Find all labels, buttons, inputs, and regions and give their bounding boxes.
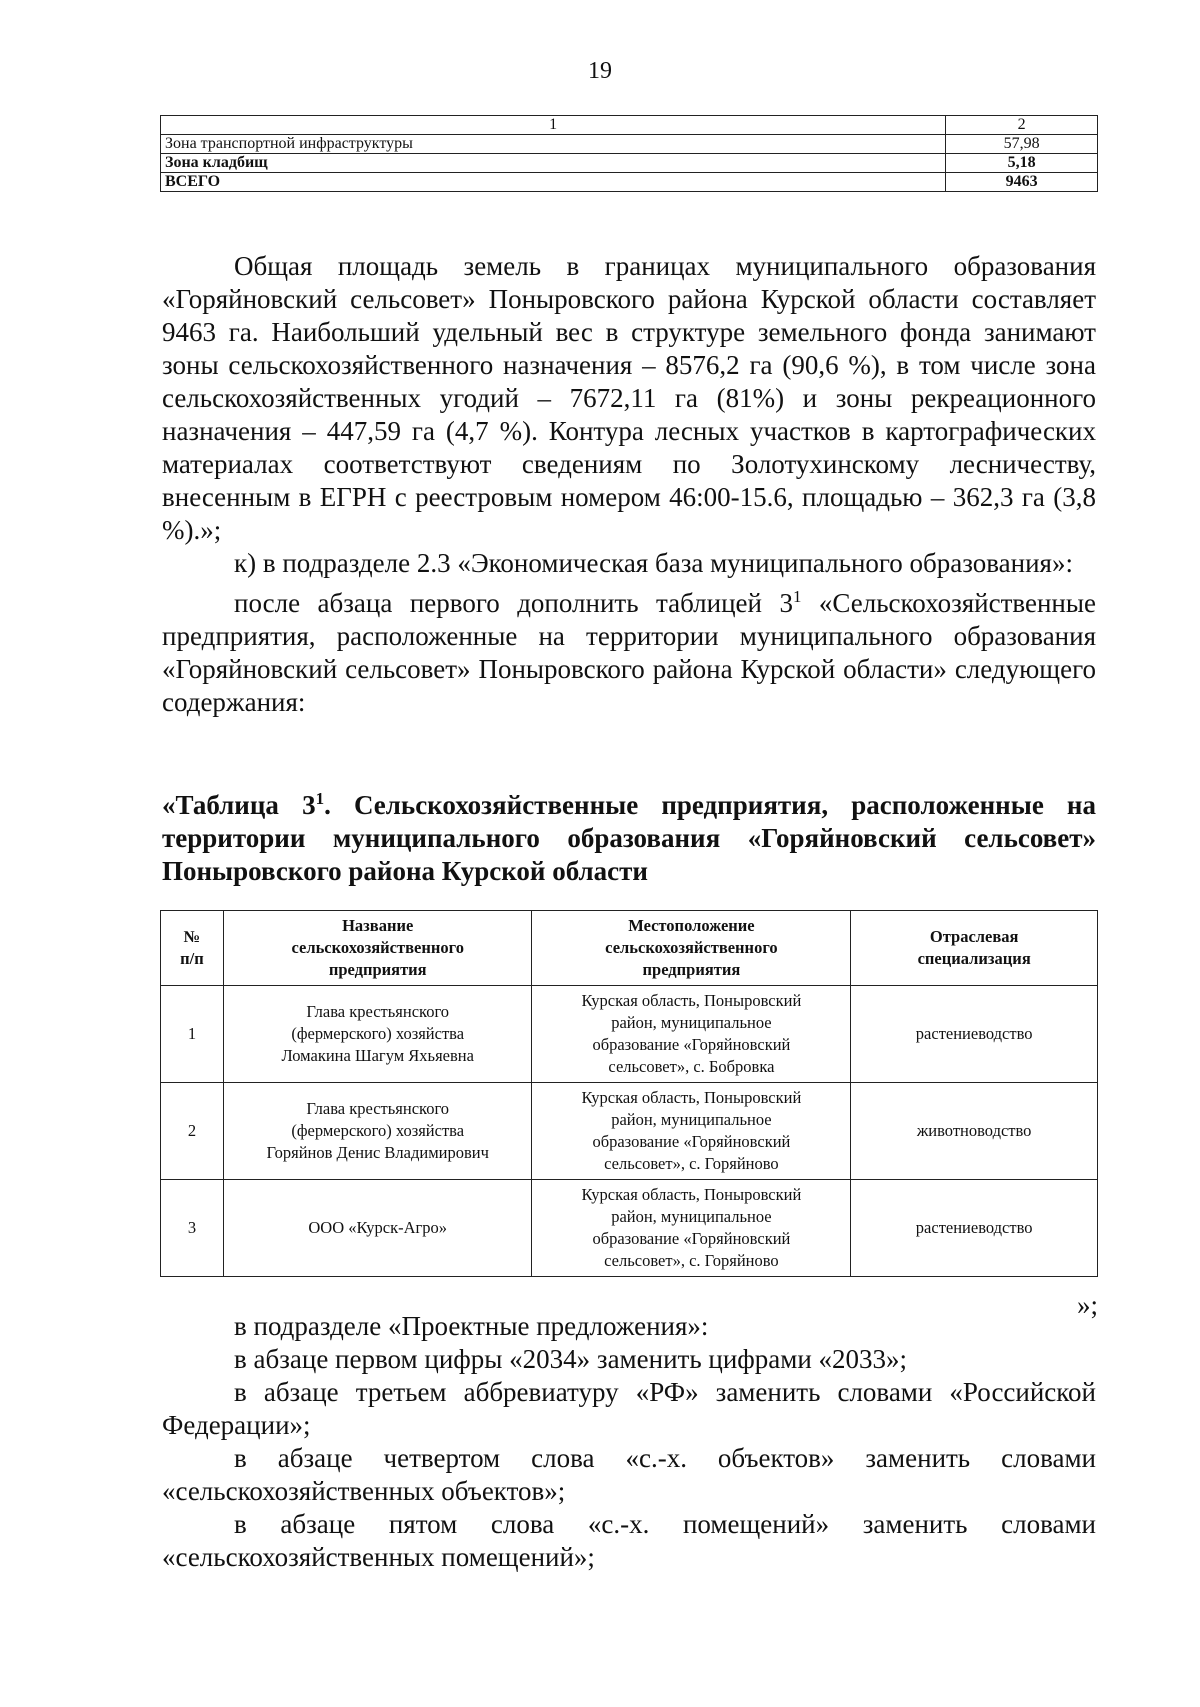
paragraph: в абзаце четвертом слова «с.-х. объектов» заменить словами «сельскохозяйственных объектов»; [162, 1443, 1096, 1506]
table-header-row [161, 911, 1098, 986]
paragraph: в абзаце первом цифры «2034» заменить цифрами «2033»; [234, 1344, 908, 1374]
text-run: «Сельскохозяйственные предприятия, расположенные на территории муниципального образования «Горяйновский сельсовет» Поныровского района Курской области» следующего содержания: [162, 588, 1096, 717]
text-block-upper [162, 250, 1096, 719]
paragraph: к) в подразделе 2.3 «Экономическая база муниципального образования»: [234, 548, 1073, 578]
enterprise-location: Курская область, Поныровский район, муниципальное образование «Горяйновский сельсовет», с. Горяйново [532, 1180, 851, 1277]
enterprise-specialization: растениеводство [851, 986, 1098, 1083]
column-header-name: Название сельскохозяйственного предприятия [223, 911, 532, 986]
enterprise-specialization: растениеводство [851, 1180, 1098, 1277]
text-run: «Таблица 3 [162, 790, 316, 820]
enterprise-name: ООО «Курск-Агро» [223, 1180, 532, 1277]
enterprise-specialization: животноводство [851, 1083, 1098, 1180]
table-title [162, 782, 1096, 888]
zone-name: Зона кладбищ [161, 154, 946, 173]
zone-name: ВСЕГО [161, 173, 946, 192]
table-row [161, 154, 1098, 173]
enterprise-name: Глава крестьянского (фермерского) хозяйства Ломакина Шагум Яхьяевна [223, 986, 532, 1083]
column-header-location: Местоположение сельскохозяйственного предприятия [532, 911, 851, 986]
land-zones-table [160, 115, 1098, 192]
paragraph: в абзаце третьем аббревиатуру «РФ» заменить словами «Российской Федерации»; [162, 1377, 1096, 1440]
row-number: 1 [161, 986, 224, 1083]
column-header-number: № п/п [161, 911, 224, 986]
enterprises-table [160, 910, 1098, 1277]
text-run: после абзаца первого дополнить таблицей 3 [234, 588, 793, 618]
zone-area: 9463 [946, 173, 1098, 192]
zone-name: Зона транспортной инфраструктуры [161, 135, 946, 154]
table-row [161, 986, 1098, 1083]
paragraph: Общая площадь земель в границах муниципального образования «Горяйновский сельсовет» Поныровского района Курской области составляет 9463 га. Наибольший удельный вес в структуре земельного фонда занимают зоны сельскохозяйственного назначения – 8576,2 га (90,6 %), в том числе зона сельскохозяйственных угодий – 7672,11 га (81%) и зоны рекреационного назначения – 447,59 га (4,7 %). Контура лесных участков в картографических материалах соответствуют сведениям по Золотухинскому лесничеству, внесенным в ЕГРН с реестровым номером 46:00-15.6, площадью – 362,3 га (3,8 %).»; [162, 251, 1096, 545]
table-row [161, 1180, 1098, 1277]
column-header: 1 [161, 116, 946, 135]
column-header: 2 [946, 116, 1098, 135]
table-row [161, 135, 1098, 154]
text-block-lower [162, 1310, 1096, 1574]
row-number: 2 [161, 1083, 224, 1180]
closing-quote: »; [1076, 1290, 1098, 1320]
page-number: 19 [588, 58, 612, 84]
enterprise-location: Курская область, Поныровский район, муниципальное образование «Горяйновский сельсовет», с. Горяйново [532, 1083, 851, 1180]
enterprise-name: Глава крестьянского (фермерского) хозяйства Горяйнов Денис Владимирович [223, 1083, 532, 1180]
paragraph-table-intro [162, 580, 1096, 719]
paragraph: в подразделе «Проектные предложения»: [234, 1311, 709, 1341]
row-number: 3 [161, 1180, 224, 1277]
table-row [161, 1083, 1098, 1180]
column-header-specialization: Отраслевая специализация [851, 911, 1098, 986]
table-header-row [161, 116, 1098, 135]
text-run: . Сельскохозяйственные предприятия, расположенные на территории муниципального образования «Горяйновский сельсовет» Поныровского района Курской области [162, 790, 1096, 886]
zone-area: 57,98 [946, 135, 1098, 154]
paragraph: в абзаце пятом слова «с.-х. помещений» заменить словами «сельскохозяйственных помещений»; [162, 1509, 1096, 1572]
superscript: 1 [315, 789, 325, 808]
zone-area: 5,18 [946, 154, 1098, 173]
superscript: 1 [792, 587, 802, 606]
enterprise-location: Курская область, Поныровский район, муниципальное образование «Горяйновский сельсовет», с. Бобровка [532, 986, 851, 1083]
table-total-row [161, 173, 1098, 192]
